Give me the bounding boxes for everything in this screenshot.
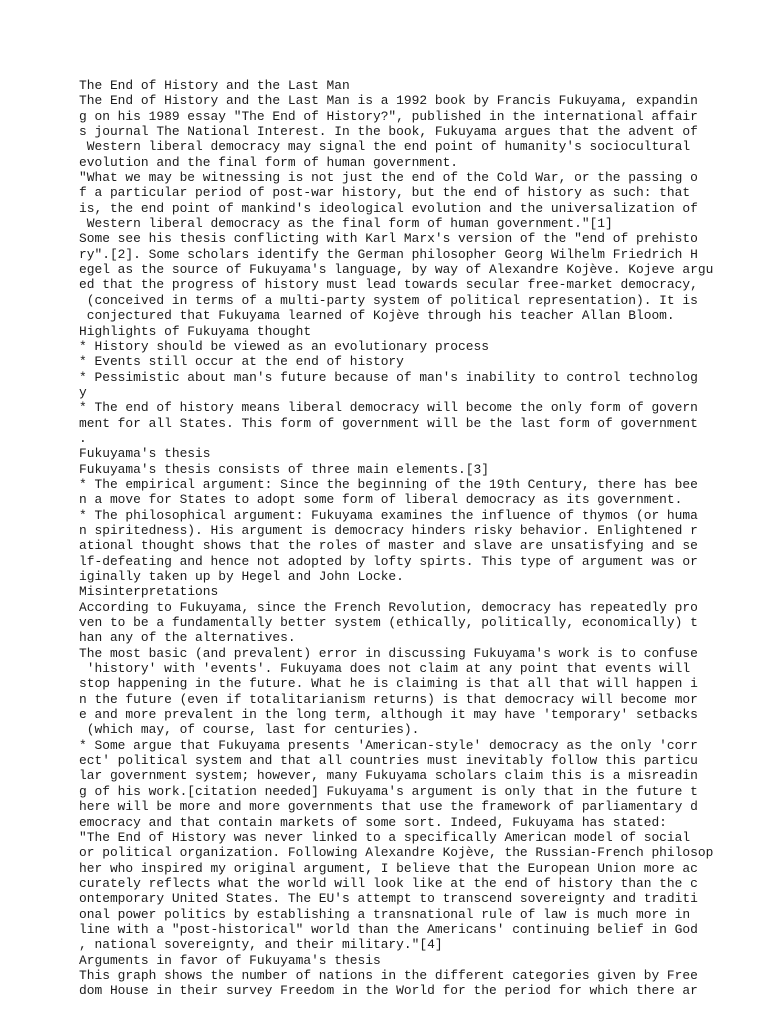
text-line: ment for all States. This form of government will be the last form of government: [79, 415, 698, 431]
text-line: line with a "post-historical" world than the Americans' continuing belief in God: [79, 921, 698, 937]
text-line: 'history' with 'events'. Fukuyama does not claim at any point that events will: [79, 661, 691, 677]
text-line: emocracy and that contain markets of some sort. Indeed, Fukuyama has stated:: [79, 814, 667, 830]
text-line: e and more prevalent in the long term, although it may have 'temporary' setbacks: [79, 707, 698, 723]
text-line: Some see his thesis conflicting with Karl Marx's version of the "end of prehisto: [79, 231, 698, 247]
text-line: * The empirical argument: Since the beginning of the 19th Century, there has bee: [79, 476, 698, 492]
text-line: here will be more and more governments that use the framework of parliamentary d: [79, 799, 698, 815]
text-line: The End of History and the Last Man is a 1992 book by Francis Fukuyama, expandin: [79, 93, 698, 109]
text-line: g on his 1989 essay "The End of History?", published in the international affair: [79, 108, 698, 124]
text-line: conjectured that Fukuyama learned of Kojève through his teacher Allan Bloom.: [79, 308, 675, 324]
text-line: ational thought shows that the roles of master and slave are unsatisfying and se: [79, 538, 698, 554]
text-line: Highlights of Fukuyama thought: [79, 323, 312, 339]
text-line: * History should be viewed as an evolutionary process: [79, 338, 489, 354]
text-line: ect' political system and that all countries must inevitably follow this particu: [79, 753, 698, 769]
text-line: * Some argue that Fukuyama presents 'American-style' democracy as the only 'corr: [79, 737, 698, 753]
text-line: n spiritedness). His argument is democracy hinders risky behavior. Enlightened r: [79, 522, 698, 538]
text-line: her who inspired my original argument, I believe that the European Union more ac: [79, 860, 698, 876]
text-line: lar government system; however, many Fukuyama scholars claim this is a misreadin: [79, 768, 698, 784]
text-line: han any of the alternatives.: [79, 630, 296, 646]
text-line: dom House in their survey Freedom in the World for the period for which there ar: [79, 983, 698, 999]
text-line: ven to be a fundamentally better system (ethically, politically, economically) t: [79, 615, 698, 631]
text-line: "What we may be witnessing is not just the end of the Cold War, or the passing o: [79, 170, 698, 186]
text-line: "The End of History was never linked to a specifically American model of social: [79, 829, 691, 845]
text-line: Fukuyama's thesis: [79, 446, 211, 462]
text-line: is, the end point of mankind's ideological evolution and the universalization of: [79, 200, 698, 216]
text-line: ontemporary United States. The EU's attempt to transcend sovereignty and traditi: [79, 891, 698, 907]
text-line: lf-defeating and hence not adopted by lofty spirts. This type of argument was or: [79, 553, 698, 569]
text-line: * Events still occur at the end of history: [79, 354, 404, 370]
text-line: Misinterpretations: [79, 584, 219, 600]
text-line: Western liberal democracy may signal the end point of humanity's sociocultural: [79, 139, 691, 155]
text-line: * Pessimistic about man's future because of man's inability to control technolog: [79, 369, 698, 385]
text-line: y: [79, 384, 87, 400]
text-line: * The end of history means liberal democracy will become the only form of govern: [79, 400, 698, 416]
text-line: g of his work.[citation needed] Fukuyama's argument is only that in the future t: [79, 783, 698, 799]
text-line: Western liberal democracy as the final form of human government."[1]: [79, 216, 613, 232]
text-line: s journal The National Interest. In the book, Fukuyama argues that the advent of: [79, 124, 698, 140]
text-line: n a move for States to adopt some form of liberal democracy as its government.: [79, 492, 683, 508]
text-line: stop happening in the future. What he is claiming is that all that will happen i: [79, 676, 698, 692]
text-line: evolution and the final form of human government.: [79, 154, 459, 170]
text-line: curately reflects what the world will look like at the end of history than the c: [79, 875, 698, 891]
text-line: (conceived in terms of a multi-party system of political representation). It is: [79, 292, 698, 308]
text-line: f a particular period of post-war history, but the end of history as such: that: [79, 185, 691, 201]
text-line: , national sovereignty, and their military."[4]: [79, 937, 443, 953]
text-line: The most basic (and prevalent) error in discussing Fukuyama's work is to confuse: [79, 645, 698, 661]
text-line: According to Fukuyama, since the French Revolution, democracy has repeatedly pro: [79, 599, 698, 615]
text-line: Fukuyama's thesis consists of three main elements.[3]: [79, 461, 489, 477]
text-line: onal power politics by establishing a transnational rule of law is much more in: [79, 906, 691, 922]
text-line: .: [79, 430, 87, 446]
text-line: egel as the source of Fukuyama's language, by way of Alexandre Kojève. Kojeve argu: [79, 262, 714, 278]
text-line: n the future (even if totalitarianism returns) is that democracy will become mor: [79, 691, 698, 707]
text-line: This graph shows the number of nations in the different categories given by Free: [79, 967, 698, 983]
text-line: The End of History and the Last Man: [79, 78, 350, 93]
text-line: (which may, of course, last for centuries).: [79, 722, 420, 738]
text-line: ry".[2]. Some scholars identify the German philosopher Georg Wilhelm Friedrich H: [79, 246, 698, 262]
text-line: Arguments in favor of Fukuyama's thesis: [79, 952, 381, 968]
text-line: * The philosophical argument: Fukuyama examines the influence of thymos (or huma: [79, 507, 698, 523]
document-body: [79, 78, 719, 999]
text-line: ed that the progress of history must lead towards secular free-market democracy,: [79, 277, 698, 293]
text-line: iginally taken up by Hegel and John Locke.: [79, 569, 404, 584]
text-line: or political organization. Following Alexandre Kojève, the Russian-French philosop: [79, 845, 714, 861]
